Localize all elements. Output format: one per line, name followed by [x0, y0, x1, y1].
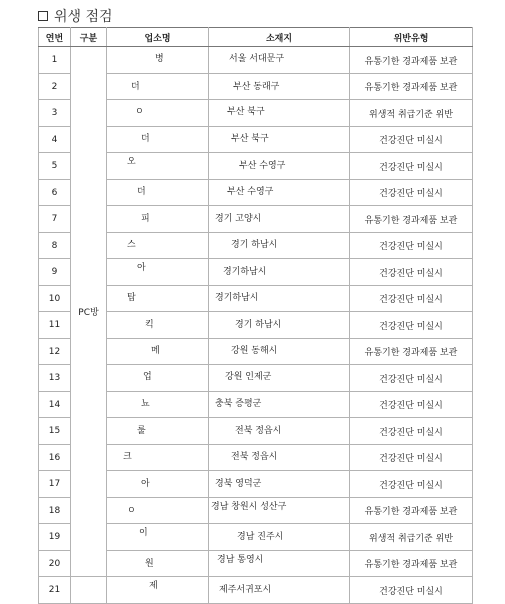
- cell-violation-type: 건강진단 미실시: [350, 233, 473, 259]
- cell-number: 3: [39, 100, 71, 127]
- cell-location: [209, 392, 350, 418]
- cell-location: [209, 259, 350, 286]
- business-name-text: 더: [137, 187, 146, 197]
- location-text: 강원 인제군: [225, 372, 272, 382]
- business-name-text: 탑: [127, 293, 136, 303]
- cell-violation-type: 유통기한 경과제품 보관: [350, 339, 473, 365]
- location-text: 부산 북구: [231, 134, 269, 144]
- cell-violation-type: 위생적 취급기준 위반: [350, 100, 473, 127]
- cell-location: [209, 524, 350, 551]
- business-name-text: 이: [139, 528, 148, 538]
- cell-number: 6: [39, 180, 71, 206]
- business-name-text: 룰: [137, 426, 146, 436]
- cell-location: [209, 365, 350, 392]
- business-name-text: 뇨: [141, 399, 150, 409]
- location-text: 부산 수영구: [239, 161, 286, 171]
- cell-violation-type: 건강진단 미실시: [350, 180, 473, 206]
- location-text: 부산 수영구: [227, 187, 274, 197]
- cell-location: [209, 312, 350, 339]
- cell-business-name: [107, 286, 209, 312]
- header-category: 구분: [71, 28, 107, 47]
- cell-number: 5: [39, 153, 71, 180]
- business-name-text: 더: [131, 82, 140, 92]
- cell-location: [209, 47, 350, 74]
- cell-violation-type: 위생적 취급기준 위반: [350, 524, 473, 551]
- business-name-text: 제: [149, 581, 158, 591]
- header-violation-type: 위반유형: [350, 28, 473, 47]
- section-title-text: 위생 점검: [54, 9, 113, 25]
- cell-location: [209, 445, 350, 471]
- cell-violation-type: 건강진단 미실시: [350, 286, 473, 312]
- cell-number: 16: [39, 445, 71, 471]
- table-header-row: [39, 28, 473, 47]
- cell-violation-type: 건강진단 미실시: [350, 418, 473, 445]
- business-name-text: 아: [141, 479, 150, 489]
- checkbox-square-icon: [38, 11, 48, 21]
- cell-business-name: [107, 47, 209, 74]
- cell-violation-type: 건강진단 미실시: [350, 365, 473, 392]
- cell-business-name: [107, 392, 209, 418]
- location-text: 경북 영덕군: [215, 479, 262, 489]
- location-text: 충북 증평군: [215, 399, 262, 409]
- cell-business-name: [107, 127, 209, 153]
- cell-business-name: [107, 233, 209, 259]
- cell-number: 9: [39, 259, 71, 286]
- cell-location: [209, 74, 350, 100]
- table-row: [39, 577, 473, 604]
- cell-business-name: [107, 100, 209, 127]
- location-text: 경남 진주시: [237, 532, 284, 542]
- business-name-text: 메: [151, 346, 160, 356]
- cell-location: [209, 233, 350, 259]
- location-text: 제주서귀포시: [219, 585, 272, 595]
- cell-violation-type: 건강진단 미실시: [350, 153, 473, 180]
- location-text: 경기 고양시: [215, 214, 262, 224]
- location-text: 경기 하남시: [235, 320, 282, 330]
- cell-business-name: [107, 551, 209, 577]
- table-row: [39, 47, 473, 74]
- cell-business-name: [107, 153, 209, 180]
- header-number: 연번: [39, 28, 71, 47]
- cell-number: 12: [39, 339, 71, 365]
- cell-location: [209, 100, 350, 127]
- section-title: [38, 6, 113, 26]
- cell-business-name: [107, 365, 209, 392]
- cell-location: [209, 418, 350, 445]
- cell-number: 10: [39, 286, 71, 312]
- cell-business-name: [107, 312, 209, 339]
- cell-category-empty: [71, 577, 107, 604]
- cell-business-name: [107, 259, 209, 286]
- cell-number: 7: [39, 206, 71, 233]
- business-name-text: 원: [145, 559, 154, 569]
- cell-location: [209, 180, 350, 206]
- inspection-table: [38, 27, 473, 604]
- cell-violation-type: 유통기한 경과제품 보관: [350, 551, 473, 577]
- cell-location: [209, 153, 350, 180]
- business-name-text: 킥: [145, 320, 154, 330]
- business-name-text: 피: [141, 214, 150, 224]
- cell-number: 18: [39, 498, 71, 524]
- cell-business-name: [107, 577, 209, 604]
- cell-number: 20: [39, 551, 71, 577]
- cell-business-name: [107, 471, 209, 498]
- location-text: 경기하남시: [223, 267, 267, 277]
- cell-number: 11: [39, 312, 71, 339]
- cell-number: 8: [39, 233, 71, 259]
- cell-location: [209, 127, 350, 153]
- cell-location: [209, 471, 350, 498]
- location-text: 경남 창원시 성산구: [211, 502, 287, 512]
- cell-location: [209, 206, 350, 233]
- cell-violation-type: 유통기한 경과제품 보관: [350, 206, 473, 233]
- cell-business-name: [107, 418, 209, 445]
- cell-business-name: [107, 206, 209, 233]
- cell-number: 19: [39, 524, 71, 551]
- header-location: 소재지: [209, 28, 350, 47]
- business-name-text: ㅇ: [135, 107, 144, 117]
- cell-business-name: [107, 445, 209, 471]
- cell-category: PC방: [71, 47, 107, 577]
- cell-number: 4: [39, 127, 71, 153]
- location-text: 부산 북구: [227, 107, 265, 117]
- cell-number: 15: [39, 418, 71, 445]
- cell-location: [209, 339, 350, 365]
- location-text: 경남 통영시: [217, 555, 264, 565]
- business-name-text: ㅇ: [127, 506, 136, 516]
- cell-number: 17: [39, 471, 71, 498]
- business-name-text: 오: [127, 157, 136, 167]
- cell-number: 13: [39, 365, 71, 392]
- cell-business-name: [107, 524, 209, 551]
- cell-location: [209, 498, 350, 524]
- header-business-name: 업소명: [107, 28, 209, 47]
- cell-violation-type: 건강진단 미실시: [350, 445, 473, 471]
- cell-business-name: [107, 74, 209, 100]
- business-name-text: 아: [137, 263, 146, 273]
- cell-number: 1: [39, 47, 71, 74]
- cell-business-name: [107, 339, 209, 365]
- cell-number: 14: [39, 392, 71, 418]
- business-name-text: 스: [127, 240, 136, 250]
- cell-violation-type: 건강진단 미실시: [350, 471, 473, 498]
- business-name-text: 병: [155, 54, 164, 64]
- cell-violation-type: 건강진단 미실시: [350, 259, 473, 286]
- cell-violation-type: 유통기한 경과제품 보관: [350, 74, 473, 100]
- location-text: 강원 동해시: [231, 346, 278, 356]
- cell-violation-type: 건강진단 미실시: [350, 127, 473, 153]
- cell-location: [209, 577, 350, 604]
- cell-violation-type: 유통기한 경과제품 보관: [350, 498, 473, 524]
- cell-business-name: [107, 180, 209, 206]
- location-text: 부산 동래구: [233, 82, 280, 92]
- location-text: 경기하남시: [215, 293, 259, 303]
- cell-location: [209, 286, 350, 312]
- business-name-text: 업: [143, 372, 152, 382]
- location-text: 경기 하남시: [231, 240, 278, 250]
- cell-number: 21: [39, 577, 71, 604]
- cell-business-name: [107, 498, 209, 524]
- cell-violation-type: 건강진단 미실시: [350, 312, 473, 339]
- business-name-text: 크: [123, 452, 132, 462]
- cell-violation-type: 건강진단 미실시: [350, 392, 473, 418]
- business-name-text: 더: [141, 134, 150, 144]
- cell-location: [209, 551, 350, 577]
- cell-number: 2: [39, 74, 71, 100]
- location-text: 전북 정읍시: [235, 426, 282, 436]
- cell-violation-type: 유통기한 경과제품 보관: [350, 47, 473, 74]
- cell-violation-type: 건강진단 미실시: [350, 577, 473, 604]
- location-text: 전북 정읍시: [231, 452, 278, 462]
- location-text: 서울 서대문구: [229, 54, 285, 64]
